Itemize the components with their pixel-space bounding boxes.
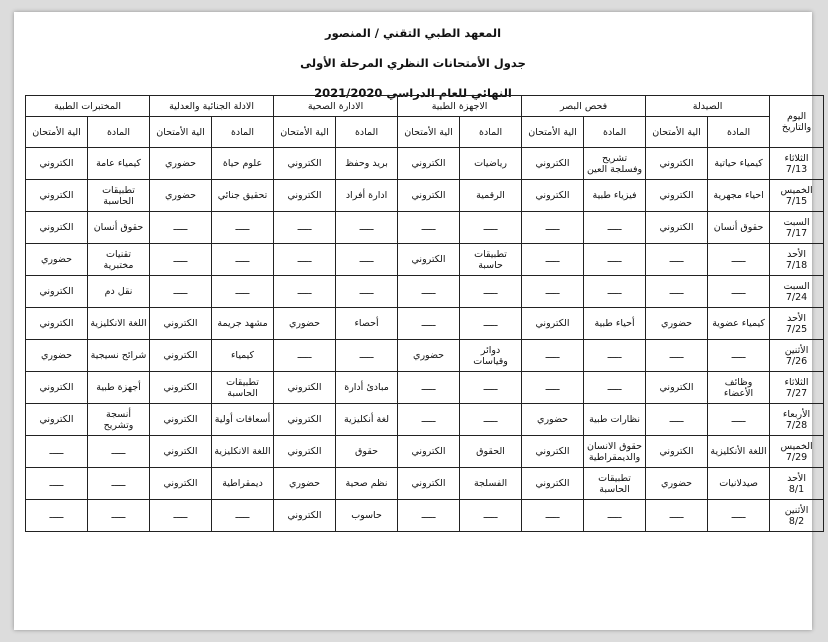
subject-cell: ـــــ xyxy=(708,244,770,276)
day-name: الثلاثاء xyxy=(784,376,809,388)
subject-header: المادة xyxy=(336,117,398,148)
exam-date: 7/17 xyxy=(785,227,808,239)
exam-mode-cell: الكتروني xyxy=(522,180,584,212)
subject-cell: ـــــ xyxy=(460,212,522,244)
exam-mode-cell: ـــــ xyxy=(522,500,584,532)
table-row xyxy=(26,212,824,244)
exam-mode-cell: ـــــ xyxy=(274,244,336,276)
subject-cell: كيمياء عضوية xyxy=(708,308,770,340)
subject-cell: ـــــ xyxy=(708,276,770,308)
subject-cell: ادارة أفراد xyxy=(336,180,398,212)
day-name: الثلاثاء xyxy=(784,152,809,164)
exam-mode-cell: حضوري xyxy=(274,308,336,340)
subject-cell: ـــــ xyxy=(584,500,646,532)
exam-mode-cell: ـــــ xyxy=(26,468,88,500)
exam-mode-cell: الكتروني xyxy=(274,436,336,468)
exam-mode-cell: الكتروني xyxy=(398,468,460,500)
day-date-cell xyxy=(770,180,824,212)
day-name: الأثنين xyxy=(784,344,809,356)
institute-title: المعهد الطبي التقني / المنصور xyxy=(324,26,502,40)
subject-cell: نقل دم xyxy=(88,276,150,308)
exam-mode-cell: ـــــ xyxy=(274,212,336,244)
exam-mode-cell: ـــــ xyxy=(522,372,584,404)
exam-mode-cell: الكتروني xyxy=(26,180,88,212)
exam-mode-cell: ـــــ xyxy=(398,404,460,436)
subject-cell: لغة أنكليزية xyxy=(336,404,398,436)
exam-mode-cell: الكتروني xyxy=(646,148,708,180)
dept-header-labs: المختبرات الطبية xyxy=(26,96,150,117)
subject-cell: فيزياء طبية xyxy=(584,180,646,212)
subject-cell: بريد وحفظ xyxy=(336,148,398,180)
subject-cell: ـــــ xyxy=(708,340,770,372)
dept-header-forensics: الادلة الجنائية والعدلية xyxy=(150,96,274,117)
exam-date: 7/27 xyxy=(785,387,808,399)
subject-cell: حقوق أنسان xyxy=(708,212,770,244)
day-name: الأربعاء xyxy=(782,408,811,420)
exam-schedule-table xyxy=(25,95,824,532)
subject-cell: نظارات طبية xyxy=(584,404,646,436)
subject-cell: كيمياء حياتية xyxy=(708,148,770,180)
day-name: الخميس xyxy=(780,184,813,196)
exam-mode-cell: حضوري xyxy=(26,244,88,276)
subject-cell: ـــــ xyxy=(584,244,646,276)
subject-cell: شرائح نسيجية xyxy=(88,340,150,372)
exam-mode-cell: الكتروني xyxy=(26,404,88,436)
schedule-body xyxy=(26,148,824,532)
exam-mode-cell: الكتروني xyxy=(150,308,212,340)
subject-cell: أجهزة طبية xyxy=(88,372,150,404)
table-row xyxy=(26,468,824,500)
subject-cell: ـــــ xyxy=(584,340,646,372)
subject-cell: دوائر وقياسات xyxy=(460,340,522,372)
subject-header: المادة xyxy=(460,117,522,148)
schedule-title: جدول الأمتحانات النظري المرحلة الأولى xyxy=(300,56,526,70)
day-date-cell xyxy=(770,340,824,372)
exam-mode-cell: ـــــ xyxy=(150,276,212,308)
table-row xyxy=(26,372,824,404)
exam-mode-cell: ـــــ xyxy=(646,276,708,308)
subject-cell: ـــــ xyxy=(88,500,150,532)
exam-mode-header: الية الأمتحان xyxy=(274,117,336,148)
exam-mode-cell: الكتروني xyxy=(150,404,212,436)
year-title: النهائي للعام الدراسي 2021/2020 xyxy=(314,86,512,100)
exam-mode-header: الية الأمتحان xyxy=(646,117,708,148)
exam-mode-cell: الكتروني xyxy=(646,212,708,244)
exam-mode-cell: الكتروني xyxy=(522,468,584,500)
day-date-cell xyxy=(770,500,824,532)
exam-mode-cell: الكتروني xyxy=(398,180,460,212)
exam-mode-cell: حضوري xyxy=(150,148,212,180)
exam-mode-header: الية الأمتحان xyxy=(26,117,88,148)
exam-mode-cell: الكتروني xyxy=(398,436,460,468)
exam-mode-cell: الكتروني xyxy=(26,372,88,404)
exam-mode-header: الية الأمتحان xyxy=(522,117,584,148)
exam-mode-cell: ـــــ xyxy=(522,212,584,244)
subject-header: المادة xyxy=(584,117,646,148)
subject-cell: ـــــ xyxy=(336,276,398,308)
table-row xyxy=(26,500,824,532)
subject-cell: ـــــ xyxy=(336,212,398,244)
day-date-cell xyxy=(770,244,824,276)
exam-mode-cell: الكتروني xyxy=(274,372,336,404)
subject-cell: ـــــ xyxy=(584,372,646,404)
exam-mode-cell: ـــــ xyxy=(398,308,460,340)
subject-cell: علوم حياة xyxy=(212,148,274,180)
exam-mode-header: الية الأمتحان xyxy=(398,117,460,148)
exam-mode-cell: حضوري xyxy=(274,468,336,500)
exam-date: 7/15 xyxy=(785,195,808,207)
exam-date: 7/28 xyxy=(785,419,808,431)
subject-cell: ـــــ xyxy=(212,244,274,276)
subject-header: المادة xyxy=(212,117,274,148)
subject-cell: ـــــ xyxy=(584,212,646,244)
exam-mode-cell: الكتروني xyxy=(26,276,88,308)
subject-cell: حقوق الانسان والديمقراطية xyxy=(584,436,646,468)
subject-cell: اللغة الانكليزية xyxy=(88,308,150,340)
subject-cell: ـــــ xyxy=(212,212,274,244)
exam-mode-cell: الكتروني xyxy=(522,148,584,180)
exam-mode-cell: ـــــ xyxy=(398,500,460,532)
subject-cell: اللغة الأنكليزية xyxy=(708,436,770,468)
day-date-cell xyxy=(770,276,824,308)
subject-cell: الرقمية xyxy=(460,180,522,212)
subject-cell: احياء مجهرية xyxy=(708,180,770,212)
exam-date: 7/29 xyxy=(785,451,808,463)
subject-cell: ـــــ xyxy=(460,372,522,404)
subject-cell: صيدلانيات xyxy=(708,468,770,500)
table-row xyxy=(26,404,824,436)
exam-date: 7/24 xyxy=(785,291,808,303)
subject-cell: أحياء طبية xyxy=(584,308,646,340)
exam-mode-cell: الكتروني xyxy=(26,148,88,180)
subject-cell: كيمياء عامة xyxy=(88,148,150,180)
exam-mode-cell: الكتروني xyxy=(274,500,336,532)
exam-mode-cell: ـــــ xyxy=(646,340,708,372)
exam-mode-cell: حضوري xyxy=(398,340,460,372)
subject-cell: كيمياء xyxy=(212,340,274,372)
day-date-cell xyxy=(770,404,824,436)
subject-cell: ـــــ xyxy=(336,340,398,372)
subject-cell: ديمقراطية xyxy=(212,468,274,500)
subject-cell: ـــــ xyxy=(708,500,770,532)
day-name: الأحد xyxy=(787,248,806,260)
day-name: الأحد xyxy=(787,472,806,484)
day-name: السبت xyxy=(783,216,810,228)
exam-date: 7/13 xyxy=(785,163,808,175)
subject-cell: تقنيات مختبرية xyxy=(88,244,150,276)
subject-header: المادة xyxy=(88,117,150,148)
subject-cell: نظم صحية xyxy=(336,468,398,500)
subject-cell: ـــــ xyxy=(460,276,522,308)
exam-mode-cell: ـــــ xyxy=(274,340,336,372)
subject-mode-header-row xyxy=(26,117,824,148)
exam-mode-cell: حضوري xyxy=(646,308,708,340)
exam-mode-cell: الكتروني xyxy=(150,468,212,500)
exam-mode-cell: الكتروني xyxy=(522,308,584,340)
day-date-cell xyxy=(770,148,824,180)
table-row xyxy=(26,276,824,308)
day-date-cell xyxy=(770,308,824,340)
subject-cell: تطبيقات الحاسبة xyxy=(584,468,646,500)
exam-mode-cell: ـــــ xyxy=(150,212,212,244)
exam-mode-cell: الكتروني xyxy=(274,148,336,180)
exam-mode-cell: الكتروني xyxy=(646,436,708,468)
day-name: السبت xyxy=(783,280,810,292)
subject-cell: ـــــ xyxy=(336,244,398,276)
table-row xyxy=(26,180,824,212)
dept-header-health-admin: الادارة الصحية xyxy=(274,96,398,117)
exam-mode-cell: الكتروني xyxy=(646,180,708,212)
subject-cell: تحقيق جنائي xyxy=(212,180,274,212)
day-name: الأثنين xyxy=(784,504,809,516)
exam-mode-cell: ـــــ xyxy=(646,500,708,532)
subject-cell: حقوق أنسان xyxy=(88,212,150,244)
day-name: الخميس xyxy=(780,440,813,452)
subject-cell: ـــــ xyxy=(460,404,522,436)
exam-mode-cell: الكتروني xyxy=(150,436,212,468)
exam-date: 7/18 xyxy=(785,259,808,271)
subject-cell: تشريح وفسلجة العين xyxy=(584,148,646,180)
subject-cell: ـــــ xyxy=(708,404,770,436)
subject-cell: أنسجة وتشريح xyxy=(88,404,150,436)
exam-mode-cell: ـــــ xyxy=(522,244,584,276)
exam-mode-cell: حضوري xyxy=(26,340,88,372)
subject-cell: حاسوب xyxy=(336,500,398,532)
subject-cell: رياضيات xyxy=(460,148,522,180)
day-name: الأحد xyxy=(787,312,806,324)
exam-mode-cell: الكتروني xyxy=(150,340,212,372)
exam-mode-cell: ـــــ xyxy=(26,500,88,532)
subject-cell: أسعافات أولية xyxy=(212,404,274,436)
exam-mode-cell: الكتروني xyxy=(26,308,88,340)
subject-cell: ـــــ xyxy=(212,276,274,308)
exam-mode-cell: ـــــ xyxy=(522,340,584,372)
day-date-cell xyxy=(770,372,824,404)
subject-cell: ـــــ xyxy=(88,468,150,500)
exam-mode-cell: الكتروني xyxy=(150,372,212,404)
exam-date: 8/1 xyxy=(788,483,805,495)
subject-cell: ـــــ xyxy=(460,500,522,532)
table-row xyxy=(26,244,824,276)
exam-mode-cell: ـــــ xyxy=(150,500,212,532)
subject-cell: حقوق xyxy=(336,436,398,468)
subject-cell: الفسلجة xyxy=(460,468,522,500)
exam-mode-cell: الكتروني xyxy=(646,372,708,404)
exam-date: 7/25 xyxy=(785,323,808,335)
exam-mode-cell: حضوري xyxy=(522,404,584,436)
subject-cell: ـــــ xyxy=(584,276,646,308)
exam-mode-cell: ـــــ xyxy=(274,276,336,308)
subject-cell: ـــــ xyxy=(460,308,522,340)
day-date-cell xyxy=(770,468,824,500)
exam-mode-cell: ـــــ xyxy=(522,276,584,308)
dept-header-pharmacy: الصيدلة xyxy=(646,96,770,117)
exam-mode-cell: ـــــ xyxy=(150,244,212,276)
subject-cell: أحصاء xyxy=(336,308,398,340)
table-row xyxy=(26,308,824,340)
subject-cell: ـــــ xyxy=(88,436,150,468)
exam-mode-cell: ـــــ xyxy=(26,436,88,468)
department-header-row xyxy=(26,96,824,117)
exam-mode-cell: ـــــ xyxy=(646,404,708,436)
day-date-header: اليوم والتاريخ xyxy=(770,96,824,148)
table-row xyxy=(26,148,824,180)
subject-cell: الحقوق xyxy=(460,436,522,468)
exam-mode-cell: الكتروني xyxy=(274,404,336,436)
subject-cell: مشهد جريمة xyxy=(212,308,274,340)
subject-cell: اللغة الانكليزية xyxy=(212,436,274,468)
exam-date: 7/26 xyxy=(785,355,808,367)
exam-mode-cell: حضوري xyxy=(646,468,708,500)
exam-mode-header: الية الأمتحان xyxy=(150,117,212,148)
exam-mode-cell: حضوري xyxy=(150,180,212,212)
day-date-cell xyxy=(770,212,824,244)
subject-cell: وظائف الأعضاء xyxy=(708,372,770,404)
exam-mode-cell: الكتروني xyxy=(522,436,584,468)
subject-cell: ـــــ xyxy=(212,500,274,532)
subject-header: المادة xyxy=(708,117,770,148)
exam-date: 8/2 xyxy=(788,515,805,527)
exam-mode-cell: الكتروني xyxy=(398,148,460,180)
subject-cell: تطبيقات الحاسبة xyxy=(88,180,150,212)
day-date-cell xyxy=(770,436,824,468)
exam-mode-cell: الكتروني xyxy=(398,244,460,276)
table-row xyxy=(26,436,824,468)
subject-cell: مبادئ أدارة xyxy=(336,372,398,404)
exam-mode-cell: ـــــ xyxy=(398,372,460,404)
dept-header-optometry: فحص البصر xyxy=(522,96,646,117)
table-row xyxy=(26,340,824,372)
exam-mode-cell: ـــــ xyxy=(398,212,460,244)
exam-mode-cell: الكتروني xyxy=(26,212,88,244)
dept-header-medical-devices: الاجهزة الطبية xyxy=(398,96,522,117)
exam-mode-cell: ـــــ xyxy=(398,276,460,308)
subject-cell: تطبيقات حاسبة xyxy=(460,244,522,276)
subject-cell: تطبيقات الحاسبة xyxy=(212,372,274,404)
exam-mode-cell: ـــــ xyxy=(646,244,708,276)
exam-mode-cell: الكتروني xyxy=(274,180,336,212)
